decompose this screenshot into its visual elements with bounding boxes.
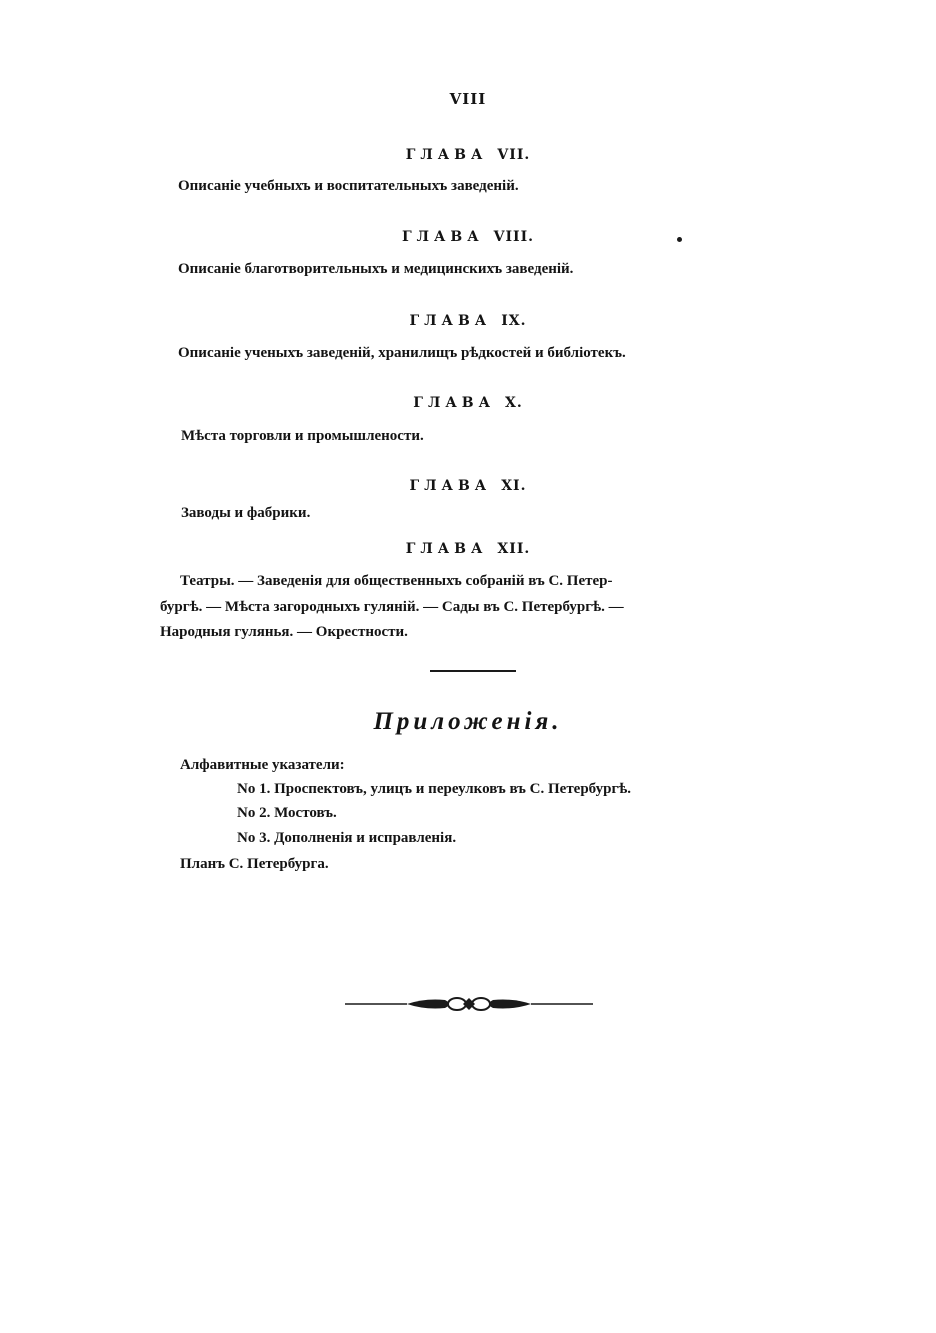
ink-speck bbox=[677, 237, 682, 242]
chapter-numeral: VIII. bbox=[493, 229, 535, 245]
chapter-xii-line-3: Народныя гулянья. — Окрестности. bbox=[160, 624, 408, 640]
chapter-xi-title: Заводы и фабрики. bbox=[181, 505, 311, 521]
closing-ornament-icon bbox=[345, 994, 593, 1014]
chapter-numeral: IX. bbox=[501, 313, 527, 329]
city-plan-entry: Планъ С. Петербурга. bbox=[180, 856, 329, 872]
chapter-numeral: X. bbox=[504, 395, 523, 411]
chapter-x-title: Мѣста торговли и промышлености. bbox=[181, 428, 424, 444]
chapter-heading-x bbox=[0, 395, 936, 411]
chapter-word: ГЛАВА bbox=[409, 478, 492, 494]
chapter-word: ГЛАВА bbox=[409, 313, 492, 329]
index-item: No 3. Дополненія и исправленія. bbox=[237, 830, 457, 846]
chapter-heading-xi bbox=[0, 478, 936, 494]
index-item: No 1. Проспектовъ, улицъ и переулковъ въ С. Петербургѣ. bbox=[237, 781, 632, 797]
section-rule bbox=[430, 670, 516, 672]
chapter-word: ГЛАВА bbox=[413, 395, 495, 411]
chapter-vii-title: Описаніе учебныхъ и воспитательныхъ заведеній. bbox=[178, 178, 519, 194]
chapter-word: ГЛАВА bbox=[405, 147, 488, 163]
chapter-viii-title: Описаніе благотворительныхъ и медицинскихъ заведеній. bbox=[178, 261, 574, 277]
index-item: No 2. Мостовъ. bbox=[237, 805, 337, 821]
indexes-label: Алфавитные указатели: bbox=[180, 757, 345, 773]
page-number: VIII bbox=[449, 90, 487, 108]
chapter-numeral: VII. bbox=[497, 147, 531, 163]
chapter-numeral: XI. bbox=[501, 478, 527, 494]
chapter-heading-xii bbox=[0, 541, 936, 557]
chapter-xii-line-2: бургѣ. — Мѣста загородныхъ гуляній. — Сады въ С. Петербургѣ. — bbox=[160, 599, 624, 615]
chapter-word: ГЛАВА bbox=[401, 229, 484, 245]
chapter-numeral: XII. bbox=[497, 541, 531, 557]
chapter-word: ГЛАВА bbox=[405, 541, 488, 557]
chapter-heading-ix bbox=[0, 313, 936, 329]
chapter-heading-viii bbox=[0, 229, 936, 245]
chapter-ix-title: Описаніе ученыхъ заведеній, хранилищъ рѣдкостей и библіотекъ. bbox=[178, 345, 626, 361]
chapter-heading-vii bbox=[0, 147, 936, 163]
chapter-xii-line-1: Театры. — Заведенія для общественныхъ собраній въ С. Петер- bbox=[180, 573, 613, 589]
appendix-title: Приложенія. bbox=[373, 708, 563, 735]
